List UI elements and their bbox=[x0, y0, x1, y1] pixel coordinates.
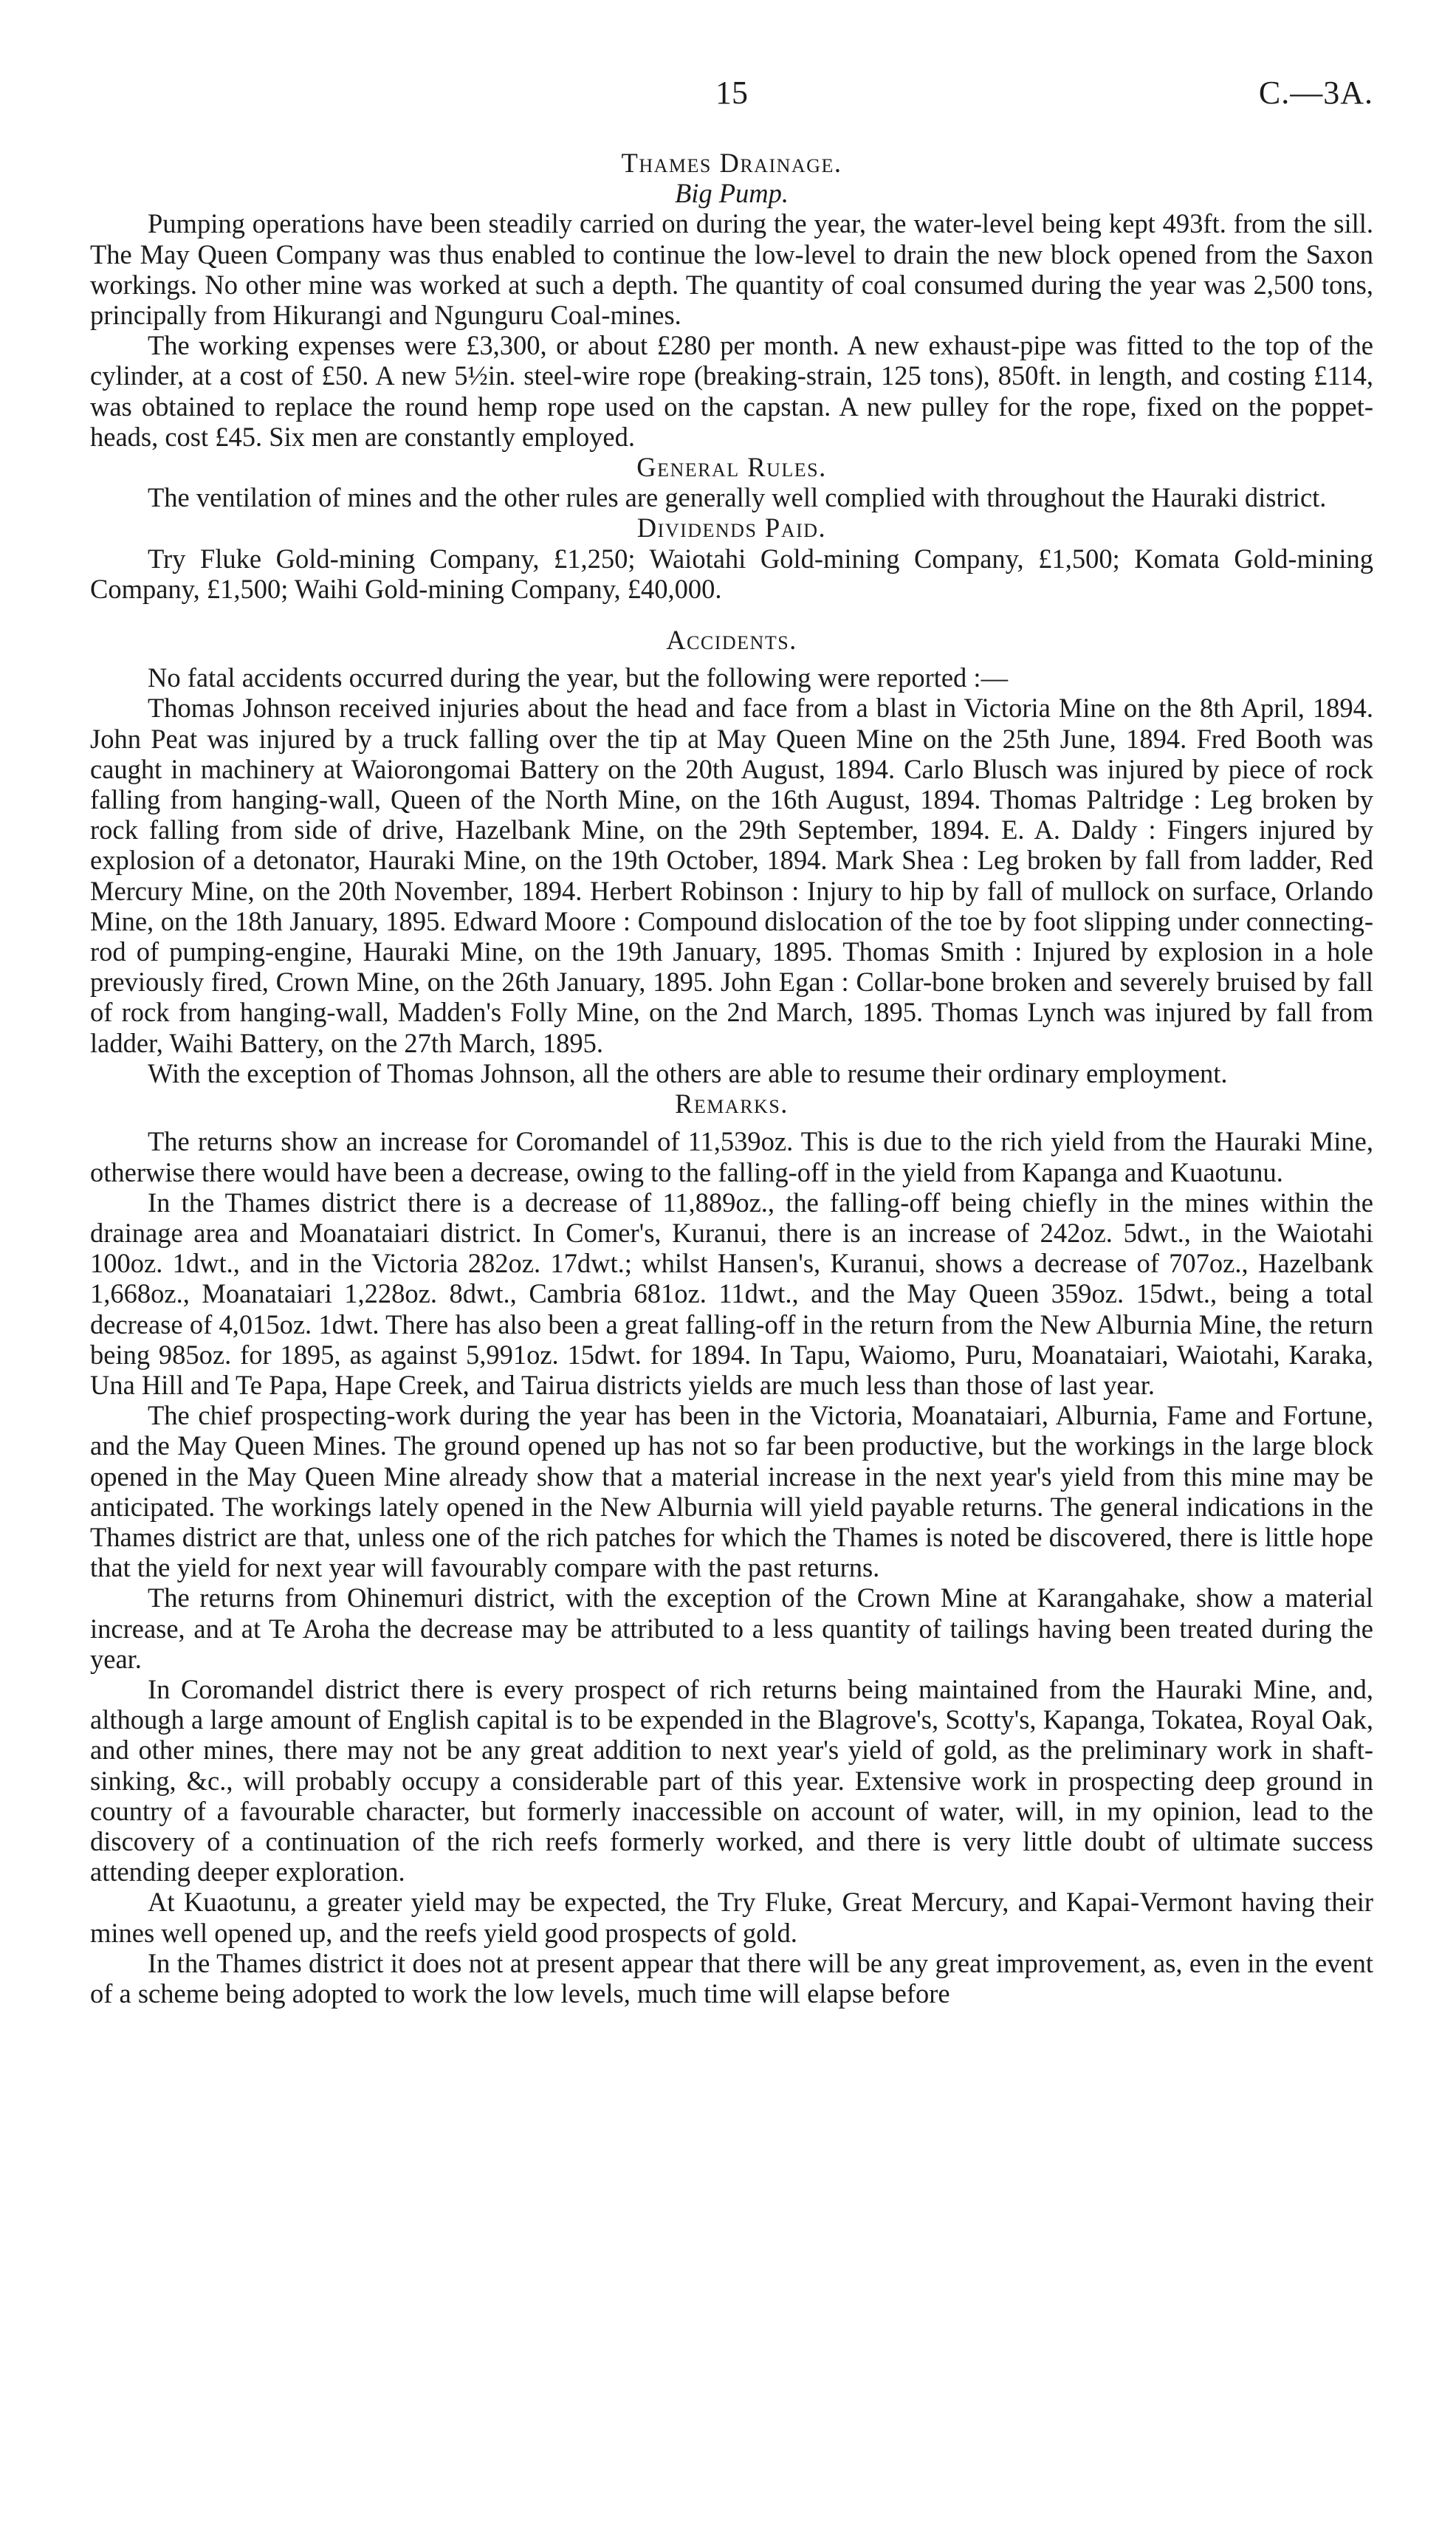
paragraph: In the Thames district there is a decrease of 11,889oz., the falling-off being chiefly in the mines within the drainage area and Moanataiari district. In Comer's, Kuranui, there is an increase of 242oz. 5dwt., in the Waiotahi 100oz. 1dwt., and in the Victoria 282oz. 17dwt.; whilst Hansen's, Kuranui, shows a decrease of 707oz., Hazelbank 1,668oz., Moanataiari 1,228oz. 8dwt., Cambria 681oz. 11dwt., and the May Queen 359oz. 15dwt., being a total decrease of 4,015oz. 1dwt. There has also been a great falling-off in the return from the New Alburnia Mine, the return being 985oz. for 1895, as against 5,991oz. 15dwt. for 1894. In Tapu, Waiomo, Puru, Moanataiari, Waiotahi, Karaka, Una Hill and Te Papa, Hape Creek, and Tairua districts yields are much less than those of last year. bbox=[90, 1187, 1373, 1400]
paragraph: Try Fluke Gold-mining Company, £1,250; Waiotahi Gold-mining Company, £1,500; Komata Gold-mining Company, £1,500; Waihi Gold-mining Company, £40,000. bbox=[90, 543, 1373, 604]
section-heading: Dividends Paid. bbox=[636, 512, 827, 543]
paragraph: In the Thames district it does not at present appear that there will be any great improvement, as, even in the event of a scheme being adopted to work the low levels, much time will elapse before bbox=[90, 1947, 1373, 2009]
section-heading: Remarks. bbox=[675, 1088, 789, 1119]
paragraph: No fatal accidents occurred during the year, but the following were reported :— bbox=[148, 662, 1009, 693]
section-thames-drainage bbox=[90, 148, 1373, 452]
paragraph: In Coromandel district there is every prospect of rich returns being maintained from the Hauraki Mine, and, although a large amount of English capital is to be expended in the Blagrove's, Scotty's, Kapanga, Tokatea, Royal Oak, and other mines, there may not be any great addition to next year's yield of gold, as the preliminary work in shaft-sinking, &c., will probably occupy a considerable part of this year. Extensive work in prospecting deep ground in country of a favourable character, but formerly inaccessible on account of water, will, in my opinion, lead to the discovery of a continuation of the rich reefs formerly worked, and there is very little doubt of ultimate success attending deeper exploration. bbox=[90, 1673, 1373, 1887]
paragraph: The returns show an increase for Coromandel of 11,539oz. This is due to the rich yield from the Hauraki Mine, otherwise there would have been a decrease, owing to the falling-off in the yield from Kapanga and Kuaotunu. bbox=[90, 1126, 1373, 1187]
section-heading: Thames Drainage. bbox=[621, 148, 842, 178]
section-accidents bbox=[90, 625, 1373, 1088]
section-dividends-paid bbox=[90, 512, 1373, 604]
section-subheading: Big Pump. bbox=[674, 178, 789, 209]
body-text bbox=[90, 148, 1373, 2009]
paragraph: The ventilation of mines and the other rules are generally well complied with throughout the Hauraki district. bbox=[148, 482, 1327, 513]
paragraph: Thomas Johnson received injuries about the head and face from a blast in Victoria Mine on the 8th April, 1894. John Peat was injured by a truck falling over the tip at May Queen Mine on the 25th June, 1894. Fred Booth was caught in machinery at Waiorongomai Battery on the 20th August, 1894. Carlo Blusch was injured by piece of rock falling from hanging-wall, Queen of the North Mine, on the 16th August, 1894. Thomas Paltridge : Leg broken by rock falling from side of drive, Hazelbank Mine, on the 29th September, 1894. E. A. Daldy : Fingers injured by explosion of a detonator, Hauraki Mine, on the 19th October, 1894. Mark Shea : Leg broken by fall from ladder, Red Mercury Mine, on the 20th November, 1894. Herbert Robinson : Injury to hip by fall of mullock on surface, Orlando Mine, on the 18th January, 1895. Edward Moore : Compound dislocation of the toe by foot slipping under connecting-rod of pumping-engine, Hauraki Mine, on the 19th January, 1895. Thomas Smith : Injured by explosion in a hole previously fired, Crown Mine, on the 26th January, 1895. John Egan : Collar-bone broken and severely bruised by fall of rock from hanging-wall, Madden's Folly Mine, on the 2nd March, 1895. Thomas Lynch was injured by fall from ladder, Waihi Battery, on the 27th March, 1895. bbox=[90, 693, 1373, 1058]
paragraph: The returns from Ohinemuri district, with the exception of the Crown Mine at Karangahake, show a material increase, and at Te Aroha the decrease may be attributed to a less quantity of tailings having been treated during the year. bbox=[90, 1582, 1373, 1674]
page-number: 15 bbox=[715, 75, 748, 111]
paragraph: With the exception of Thomas Johnson, all the others are able to resume their ordinary employment. bbox=[148, 1057, 1228, 1088]
document-reference: C.—3A. bbox=[1258, 75, 1373, 111]
running-header bbox=[90, 74, 1373, 118]
section-general-rules bbox=[90, 452, 1373, 512]
section-heading: Accidents. bbox=[666, 625, 797, 656]
paragraph: At Kuaotunu, a greater yield may be expected, the Try Fluke, Great Mercury, and Kapai-Vermont having their mines well opened up, and the reefs yield good prospects of gold. bbox=[90, 1887, 1373, 1948]
section-heading: General Rules. bbox=[636, 452, 827, 483]
paragraph: The working expenses were £3,300, or about £280 per month. A new exhaust-pipe was fitted to the top of the cylinder, at a cost of £50. A new 5½in. steel-wire rope (breaking-strain, 125 tons), 850ft. in length, and costing £114, was obtained to replace the round hemp rope used on the capstan. A new pulley for the rope, fixed on the poppet-heads, cost £45. Six men are constantly employed. bbox=[90, 330, 1373, 452]
paragraph: Pumping operations have been steadily carried on during the year, the water-level being kept 493ft. from the sill. The May Queen Company was thus enabled to continue the low-level to drain the new block opened from the Saxon workings. No other mine was worked at such a depth. The quantity of coal consumed during the year was 2,500 tons, principally from Hikurangi and Ngunguru Coal-mines. bbox=[90, 208, 1373, 331]
paragraph: The chief prospecting-work during the year has been in the Victoria, Moanataiari, Alburnia, Fame and Fortune, and the May Queen Mines. The ground opened up has not so far been productive, but the workings in the large block opened in the May Queen Mine already show that a material increase in the next year's yield from this mine may be anticipated. The workings lately opened in the New Alburnia will yield payable returns. The general indications in the Thames district are that, unless one of the rich patches for which the Thames is noted be discovered, there is little hope that the yield for next year will favourably compare with the past returns. bbox=[90, 1400, 1373, 1583]
section-remarks bbox=[90, 1088, 1373, 2009]
